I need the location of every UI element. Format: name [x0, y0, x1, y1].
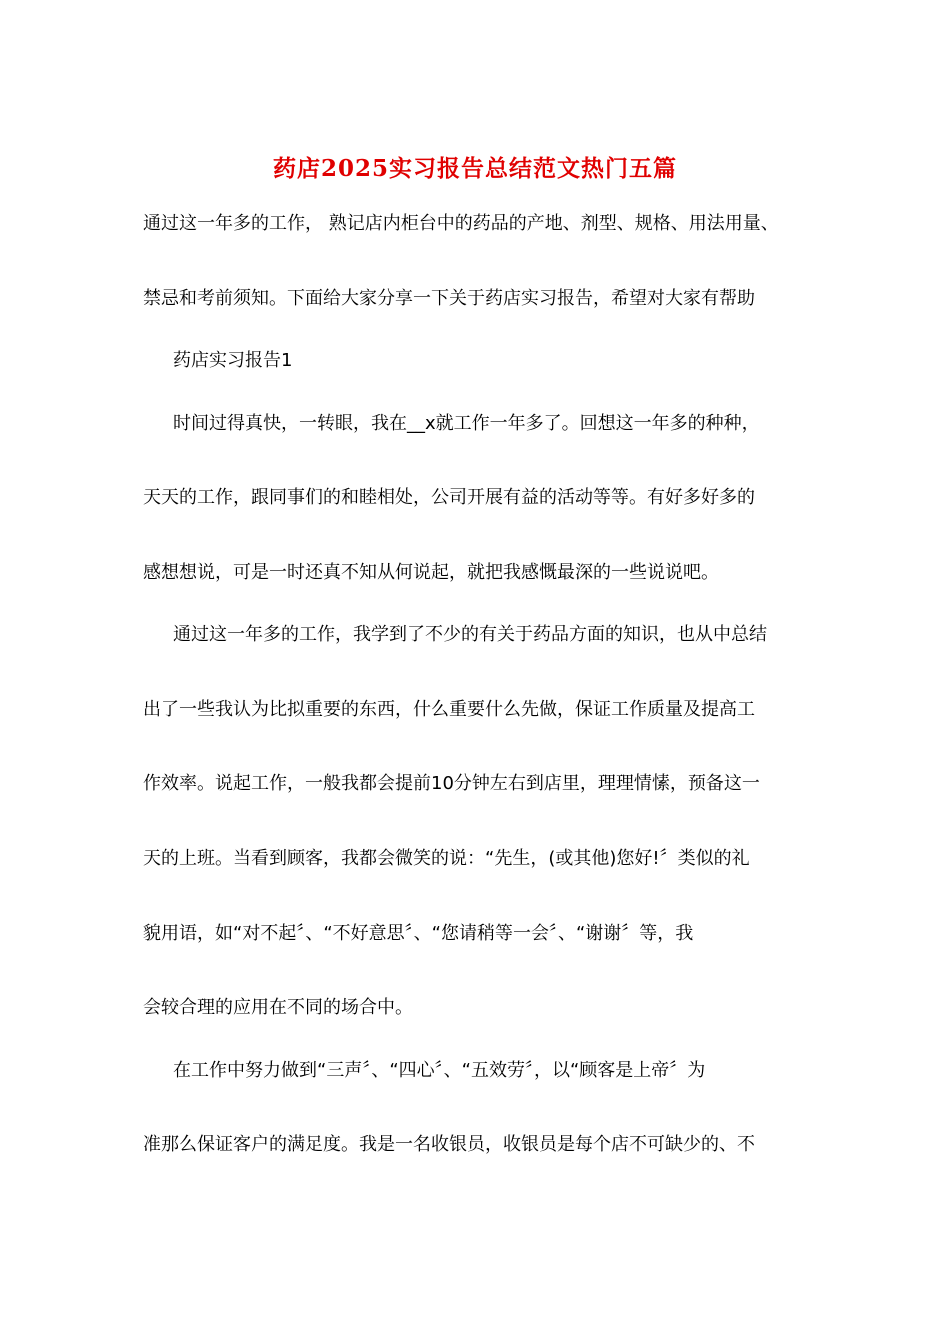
paragraph-line: 天的上班。当看到顾客，我都会微笑的说：“先生，(或其他)您好!〞类似的礼	[143, 848, 750, 869]
document-title: 药店2025实习报告总结范文热门五篇	[272, 155, 677, 182]
paragraph-line: 作效率。说起工作，一般我都会提前10分钟左右到店里，理理情愫，预备这一	[143, 773, 760, 794]
section-heading: 药店实习报告1	[173, 350, 293, 371]
paragraph-line: 天天的工作，跟同事们的和睦相处，公司开展有益的活动等等。有好多好多的	[143, 487, 755, 508]
paragraph-line: 时间过得真快，一转眼，我在__x就工作一年多了。回想这一年多的种种，	[173, 413, 760, 434]
paragraph-line: 准那么保证客户的满足度。我是一名收银员，收银员是每个店不可缺少的、不	[143, 1134, 755, 1155]
paragraph-line: 禁忌和考前须知。下面给大家分享一下关于药店实习报告，希望对大家有帮助	[143, 288, 755, 309]
paragraph-line: 在工作中努力做到“三声〞、“四心〞、“五效劳〞，以“顾客是上帝〞为	[173, 1060, 706, 1081]
paragraph-line: 貌用语，如“对不起〞、“不好意思〞、“您请稍等一会〞、“谢谢〞等，我	[143, 923, 694, 944]
paragraph-line: 出了一些我认为比拟重要的东西，什么重要什么先做，保证工作质量及提高工	[143, 699, 755, 720]
paragraph-line: 通过这一年多的工作，我学到了不少的有关于药品方面的知识，也从中总结	[173, 624, 767, 645]
paragraph-line: 感想想说，可是一时还真不知从何说起，就把我感慨最深的一些说说吧。	[143, 562, 719, 583]
paragraph-line: 会较合理的应用在不同的场合中。	[143, 997, 413, 1018]
paragraph-line: 通过这一年多的工作， 熟记店内柜台中的药品的产地、剂型、规格、用法用量、	[143, 213, 779, 234]
